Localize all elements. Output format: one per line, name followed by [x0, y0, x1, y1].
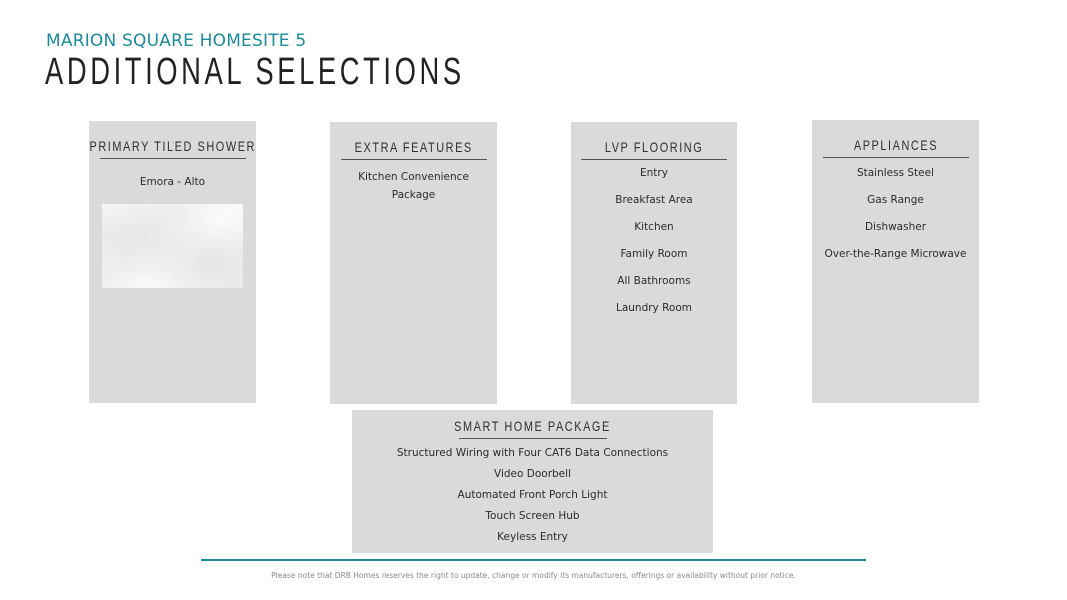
page-title: ADDITIONAL SELECTIONS: [45, 51, 465, 93]
list-item: Structured Wiring with Four CAT6 Data Connections: [396, 447, 669, 459]
list-item: Gas Range: [867, 194, 924, 206]
list-item: Over-the-Range Microwave: [824, 248, 967, 260]
disclaimer-note: Please note that DRB Homes reserves the right to update, change or modify its manufacturers, offerings or availability without prior notice.: [271, 571, 796, 580]
list-item: Touch Screen Hub: [485, 510, 580, 522]
card-divider: [823, 157, 969, 158]
selection-list: [615, 167, 692, 329]
card-appliances: [812, 120, 979, 403]
list-item: Kitchen: [634, 221, 674, 233]
selection-list: [354, 168, 474, 204]
list-item: Automated Front Porch Light: [457, 489, 608, 501]
list-item: All Bathrooms: [617, 275, 691, 287]
card-divider: [341, 159, 487, 160]
tile-swatch-image: [102, 204, 243, 288]
card-smart-home-package: [352, 410, 713, 553]
list-item: Stainless Steel: [856, 167, 935, 179]
list-item: Dishwasher: [864, 221, 927, 233]
list-item: Family Room: [620, 248, 688, 260]
selection-list: [140, 176, 205, 188]
card-lvp-flooring: [571, 122, 737, 404]
footer-divider: [201, 559, 866, 561]
list-item: Emora - Alto: [139, 176, 206, 188]
list-item: Keyless Entry: [497, 531, 568, 543]
list-item: Video Doorbell: [494, 468, 571, 480]
card-divider: [459, 438, 607, 439]
card-divider: [100, 158, 246, 159]
list-item: Laundry Room: [615, 302, 692, 314]
card-title: APPLIANCES: [853, 137, 938, 153]
card-title: EXTRA FEATURES: [354, 139, 473, 155]
list-item: Kitchen Convenience Package: [358, 171, 469, 201]
card-primary-tiled-shower: [89, 121, 256, 403]
homesite-subtitle: MARION SQUARE HOMESITE 5: [46, 31, 307, 51]
card-title: PRIMARY TILED SHOWER: [89, 138, 256, 154]
card-divider: [581, 159, 727, 160]
card-title: SMART HOME PACKAGE: [454, 418, 611, 434]
selection-list: [397, 447, 668, 552]
card-extra-features: [330, 122, 497, 404]
list-item: Entry: [640, 167, 668, 179]
list-item: Breakfast Area: [615, 194, 693, 206]
selection-list: [825, 167, 967, 275]
card-title: LVP FLOORING: [604, 139, 704, 155]
